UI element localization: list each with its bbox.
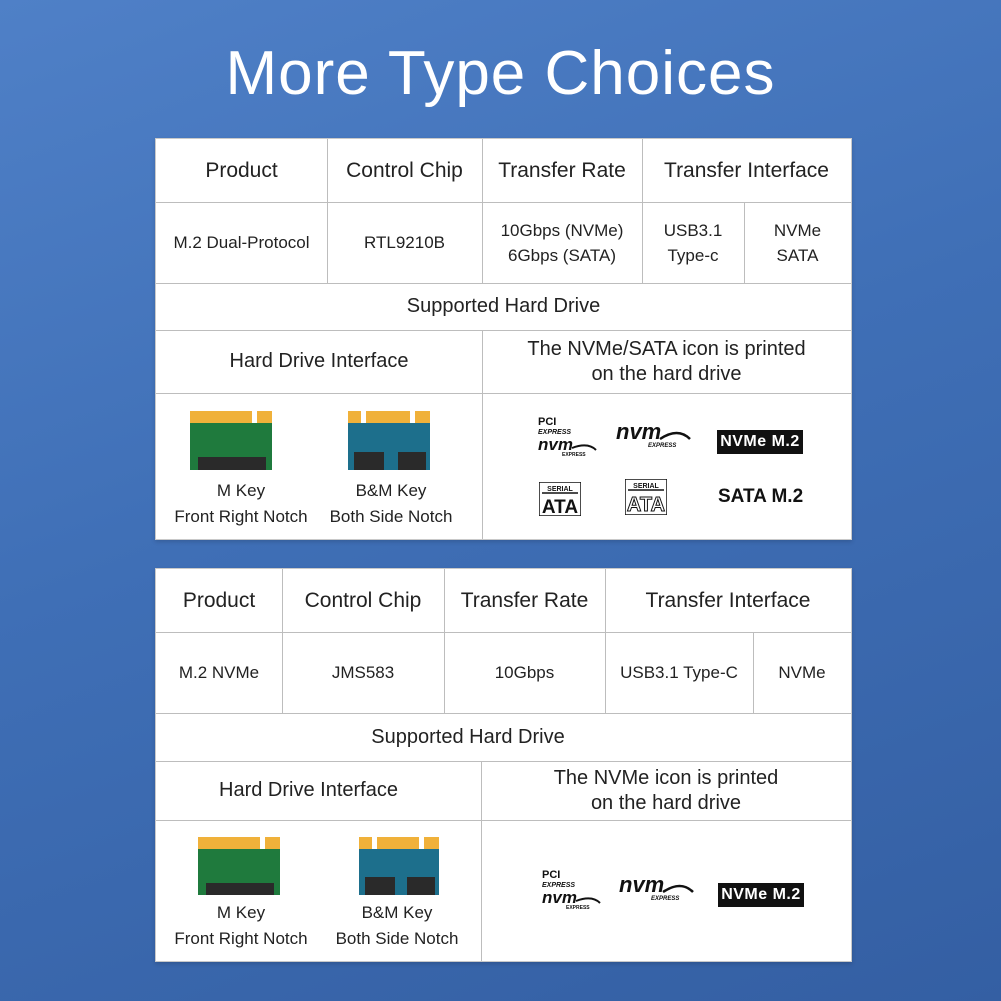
spec-table-dual-protocol <box>155 138 852 540</box>
icon-note-line1: The NVMe icon is printed <box>553 766 779 789</box>
rate-line-sata: 6Gbps (SATA) <box>507 245 616 265</box>
icon-note-line2: on the hard drive <box>591 362 742 385</box>
product-value: M.2 Dual-Protocol <box>173 233 310 252</box>
icon-note-line1: The NVMe/SATA icon is printed <box>527 337 806 360</box>
supported-hard-drive-heading: Supported Hard Drive <box>406 295 601 317</box>
ata-text: ATA <box>541 497 579 516</box>
sata-m2-logo: SATA M.2 <box>718 486 804 507</box>
header-transfer-rate: Transfer Rate <box>460 588 589 612</box>
nvm-express-logo <box>616 419 696 451</box>
interface-usb-line1: USB3.1 <box>663 220 723 240</box>
pci-express-text: EXPRESS <box>538 429 572 436</box>
interface-usb-line2: Type-c <box>667 245 719 265</box>
nvm-small-text: nvm <box>542 888 577 907</box>
icon-note <box>482 330 851 393</box>
interface-protocol-line2: SATA <box>776 245 819 265</box>
nvm-small-express-text: EXPRESS <box>562 452 586 458</box>
icon-note <box>481 761 851 820</box>
icon-note-line2: on the hard drive <box>590 791 742 814</box>
interface-usb-value <box>642 202 744 283</box>
supported-hard-drive-heading: Supported Hard Drive <box>371 725 565 748</box>
hard-drive-interface-heading: Hard Drive Interface <box>219 779 398 801</box>
serial-ata-logo-solid <box>539 482 581 516</box>
nvm-express-logo <box>619 872 699 904</box>
serial-ata-logo-outline <box>625 479 667 515</box>
m-key-name: M Key <box>216 481 266 500</box>
ata-outline-text: ATA <box>626 494 666 515</box>
interface-protocol-value <box>744 202 851 283</box>
interface-usb-value: USB3.1 Type-C <box>620 663 738 682</box>
interface-protocol-line1: NVMe <box>773 220 822 240</box>
nvm-big-text: nvm <box>619 872 665 897</box>
nvm-small-express-text: EXPRESS <box>566 905 590 911</box>
nvme-m2-logo: NVMe M.2 <box>718 883 804 907</box>
spec-table-nvme <box>155 568 852 962</box>
rate-value: 10Gbps <box>494 663 555 682</box>
chip-value: RTL9210B <box>364 233 445 252</box>
m-key-ssd-icon <box>190 411 272 471</box>
m-key-desc: Front Right Notch <box>174 929 308 948</box>
header-product: Product <box>205 158 278 182</box>
rate-value <box>482 202 642 283</box>
bm-key-name: B&M Key <box>361 903 433 922</box>
nvm-big-text: nvm <box>616 419 662 444</box>
chip-value: JMS583 <box>331 663 395 682</box>
header-transfer-interface: Transfer Interface <box>645 588 811 612</box>
m-key-desc: Front Right Notch <box>174 507 308 526</box>
nvm-big-express-text: EXPRESS <box>648 443 677 449</box>
bm-key-label <box>312 900 482 952</box>
m-key-name: M Key <box>216 903 266 922</box>
pci-express-text: EXPRESS <box>542 882 576 889</box>
header-product: Product <box>182 588 256 612</box>
pci-text: PCI <box>542 869 561 881</box>
rate-line-nvme: 10Gbps (NVMe) <box>500 220 624 240</box>
pci-express-nvm-logo <box>540 867 610 911</box>
m-key-ssd-icon <box>198 837 280 895</box>
header-control-chip: Control Chip <box>346 158 463 182</box>
header-transfer-interface: Transfer Interface <box>664 158 829 182</box>
pci-express-nvm-logo <box>536 414 606 458</box>
m-key-label <box>156 478 326 530</box>
m-key-label <box>156 900 326 952</box>
bm-key-ssd-icon <box>359 837 439 895</box>
bm-key-ssd-icon <box>348 411 430 471</box>
product-value: M.2 NVMe <box>178 663 260 682</box>
header-control-chip: Control Chip <box>304 588 422 612</box>
pci-text: PCI <box>538 416 557 428</box>
interface-protocol-value: NVMe <box>778 663 826 682</box>
bm-key-desc: Both Side Notch <box>335 929 459 948</box>
nvm-small-text: nvm <box>538 435 573 454</box>
header-transfer-rate: Transfer Rate <box>498 158 626 182</box>
nvm-big-express-text: EXPRESS <box>651 896 680 902</box>
hard-drive-interface-heading: Hard Drive Interface <box>229 350 409 372</box>
serial-outline-text: SERIAL <box>633 483 659 490</box>
serial-text: SERIAL <box>547 486 573 493</box>
page-title: More Type Choices <box>225 39 776 108</box>
bm-key-label <box>306 478 476 530</box>
nvme-m2-logo: NVMe M.2 <box>717 430 803 454</box>
bm-key-name: B&M Key <box>355 481 427 500</box>
bm-key-desc: Both Side Notch <box>329 507 453 526</box>
